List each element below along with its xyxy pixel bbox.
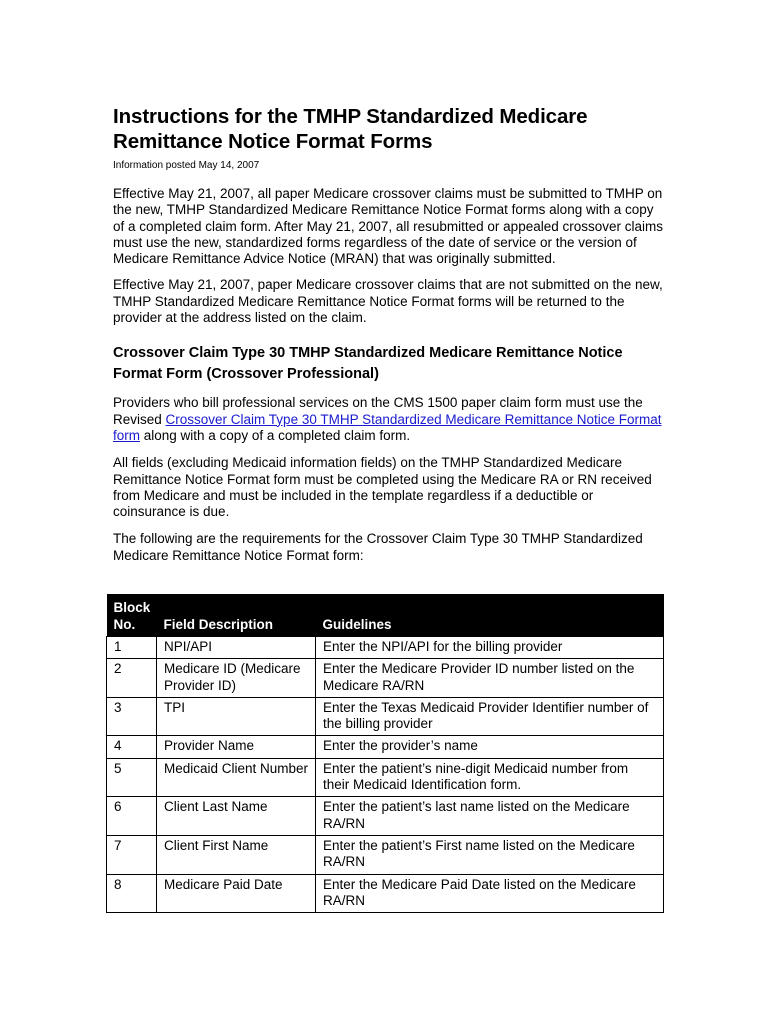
- table-row: [107, 758, 664, 797]
- header-block-no: [107, 594, 157, 637]
- cell-block-no: 2: [107, 659, 157, 698]
- requirements-table: [106, 594, 664, 913]
- cell-field-description: TPI: [157, 697, 316, 736]
- header-field-description: Field Description: [157, 594, 316, 637]
- table-row: [107, 697, 664, 736]
- intro-text-after: along with a copy of a completed claim form.: [140, 427, 411, 443]
- cell-block-no: 4: [107, 736, 157, 758]
- cell-field-description: Client First Name: [157, 835, 316, 874]
- table-row: [107, 797, 664, 836]
- table-row: [107, 835, 664, 874]
- cell-block-no: 1: [107, 637, 157, 659]
- document-content: [113, 104, 665, 564]
- table-header-row: [107, 594, 664, 637]
- cell-guidelines: Enter the Texas Medicaid Provider Identifier number of the billing provider: [316, 697, 664, 736]
- paragraph-returned-claims: Effective May 21, 2007, paper Medicare crossover claims that are not submitted on the new, TMHP Standardized Medicare Remittance Notice Format forms will be returned to the provider at the address listed on the claim.: [113, 277, 663, 326]
- cell-guidelines: Enter the patient’s last name listed on the Medicare RA/RN: [316, 797, 664, 836]
- posted-date: Information posted May 14, 2007: [113, 160, 260, 171]
- cell-field-description: Provider Name: [157, 736, 316, 758]
- cell-block-no: 8: [107, 874, 157, 913]
- table-row: [107, 659, 664, 698]
- intro-text-before: Providers who bill professional services on the CMS 1500 paper claim form must use the Revised: [113, 395, 643, 427]
- cell-field-description: Medicaid Client Number: [157, 758, 316, 797]
- paragraph-requirements: The following are the requirements for the Crossover Claim Type 30 TMHP Standardized Medicare Remittance Notice Format form:: [113, 531, 643, 563]
- cell-block-no: 6: [107, 797, 157, 836]
- header-guidelines: Guidelines: [316, 594, 664, 637]
- table-row: [107, 637, 664, 659]
- table-row: [107, 736, 664, 758]
- paragraph-effective-claims: Effective May 21, 2007, all paper Medicare crossover claims must be submitted to TMHP on the new, TMHP Standardized Medicare Remittance Notice Format forms along with a copy of a completed claim form. After May 21, 2007, all resubmitted or appealed crossover claims must use the new, standardized forms regardless of the date of service or the version of Medicare Remittance Advice Notice (MRAN) that was originally submitted.: [113, 186, 663, 267]
- cell-guidelines: Enter the patient’s First name listed on the Medicare RA/RN: [316, 835, 664, 874]
- cell-guidelines: Enter the patient’s nine-digit Medicaid number from their Medicaid Identification form.: [316, 758, 664, 797]
- cell-field-description: Medicare Paid Date: [157, 874, 316, 913]
- cell-guidelines: Enter the provider’s name: [316, 736, 664, 758]
- header-block-line2: No.: [113, 616, 136, 632]
- paragraph-all-fields: All fields (excluding Medicaid information fields) on the TMHP Standardized Medicare Remittance Notice Format form must be completed using the Medicare RA or RN received from Medicare and must be included in the template regardless if a deductible or coinsurance is due.: [113, 455, 652, 520]
- cell-field-description: Client Last Name: [157, 797, 316, 836]
- cell-guidelines: Enter the Medicare Provider ID number listed on the Medicare RA/RN: [316, 659, 664, 698]
- cell-block-no: 7: [107, 835, 157, 874]
- cell-field-description: Medicare ID (Medicare Provider ID): [157, 659, 316, 698]
- cell-block-no: 5: [107, 758, 157, 797]
- section-heading: Crossover Claim Type 30 TMHP Standardized Medicare Remittance Notice Format Form (Crossover Professional): [113, 345, 623, 382]
- cell-field-description: NPI/API: [157, 637, 316, 659]
- cell-guidelines: Enter the NPI/API for the billing provider: [316, 637, 664, 659]
- table-row: [107, 874, 664, 913]
- document-title: Instructions for the TMHP Standardized Medicare Remittance Notice Format Forms: [113, 105, 588, 153]
- cell-guidelines: Enter the Medicare Paid Date listed on the Medicare RA/RN: [316, 874, 664, 913]
- paragraph-providers-intro: [113, 395, 665, 444]
- cell-block-no: 3: [107, 697, 157, 736]
- crossover-form-link[interactable]: Crossover Claim Type 30 TMHP Standardized Medicare Remittance Notice Format form: [113, 411, 662, 443]
- header-block-line1: Block: [113, 600, 151, 616]
